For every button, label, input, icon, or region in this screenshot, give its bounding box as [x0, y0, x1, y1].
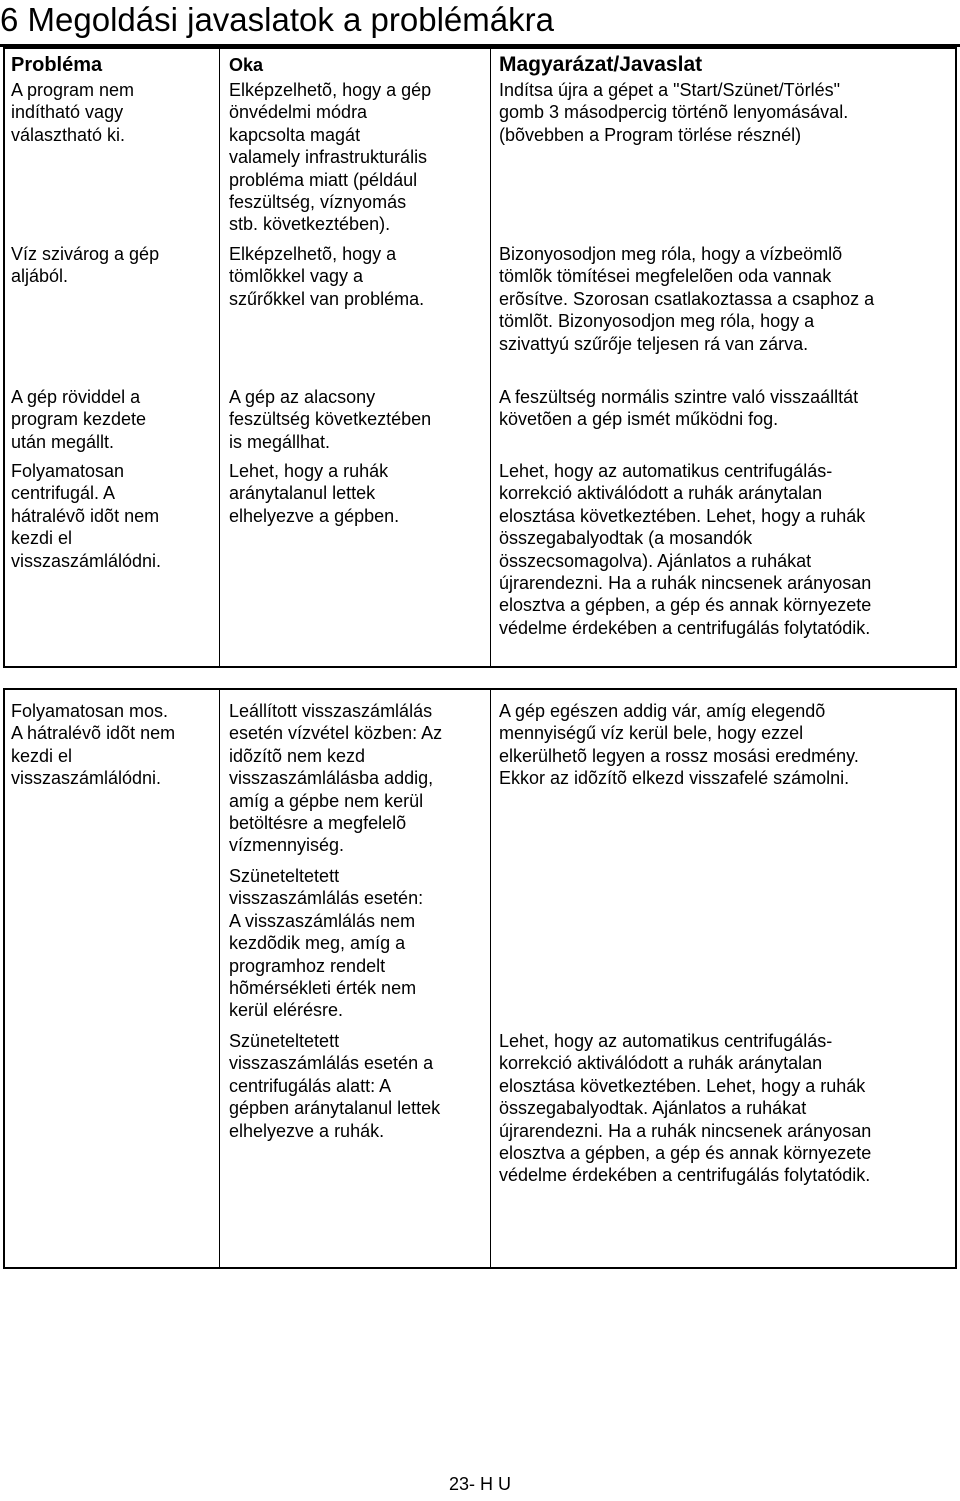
row-3-solution: A feszültség normális szintre való visszaálltát követõen a gép ismét működni fog.	[499, 387, 859, 430]
column-divider	[219, 690, 220, 1267]
header-cause: Oka	[229, 55, 264, 75]
row-2-solution: Bizonyosodjon meg róla, hogy a vízbeömlõ tömlõk tömítései megfelelõen oda vannak erõsítve. Szorosan csatlakoztassa a csaphoz a tömlõt. Bizonyosodjon meg róla, hogy a szivattyú szűrője teljesen rá van zárva.	[499, 244, 875, 354]
header-solution: Magyarázat/Javaslat	[499, 53, 703, 76]
row-6-cause: Szüneteltetett visszaszámlálás esetén: A visszaszámlálás nem kezdõdik meg, amíg a programhoz rendelt hõmérsékleti érték nem kerül elérésre.	[229, 866, 424, 1021]
row-2-problem: Víz szivárog a gép aljából.	[11, 244, 160, 287]
row-4-problem: Folyamatosan centrifugál. A hátralévõ idõt nem kezdi el visszaszámlálódni.	[11, 461, 162, 571]
troubleshooting-table-part-2	[3, 688, 957, 1269]
row-1-cause: Elképzelhetõ, hogy a gép önvédelmi módra kapcsolta magát valamely infrastrukturális probléma miatt (például feszültség, víznyomás stb. következtében).	[229, 80, 432, 235]
page-title: 6 Megoldási javaslatok a problémákra	[0, 1, 554, 38]
row-4-cause: Lehet, hogy a ruhák aránytalanul lettek elhelyezve a gépben.	[229, 461, 400, 526]
row-2-cause: Elképzelhetõ, hogy a tömlõkkel vagy a szűrőkkel van probléma.	[229, 244, 425, 309]
row-4-solution: Lehet, hogy az automatikus centrifugálás- korrekció aktiválódott a ruhák aránytalan elosztása következtében. Lehet, hogy a ruhák összegabalyodtak (a mosandók összecsomagolva). Ajánlatos a ruhákat újrarendezni. Ha a ruhák nincsenek arányosan elosztva a gépben, a gép és annak környezete védelme érdekében a centrifugálás folytatódik.	[499, 461, 872, 638]
row-5-problem: Folyamatosan mos. A hátralévõ idõt nem kezdi el visszaszámlálódni.	[11, 701, 176, 789]
row-3-problem: A gép röviddel a program kezdete után megállt.	[11, 387, 147, 452]
row-5-cause: Leállított visszaszámlálás esetén vízvétel közben: Az idõzítõ nem kezd visszaszámlálásba addig, amíg a gépbe nem kerül betöltésre a megfelelõ vízmennyiség.	[229, 701, 443, 856]
row-1-problem: A program nem indítható vagy választható ki.	[11, 80, 135, 145]
row-5-solution: A gép egészen addig vár, amíg elegendõ mennyiségű víz kerül bele, hogy ezzel elkerülhetõ legyen a rossz mosási eredmény. Ekkor az idõzítõ elkezd visszafelé számolni.	[499, 701, 859, 789]
column-divider	[219, 49, 220, 666]
page-number: 23- H U	[448, 1474, 511, 1494]
row-7-solution: Lehet, hogy az automatikus centrifugálás- korrekció aktiválódott a ruhák aránytalan elosztása következtében. Lehet, hogy a ruhák összegabalyodtak. Ajánlatos a ruhákat újrarendezni. Ha a ruhák nincsenek arányosan elosztva a gépben, a gép és annak környezete védelme érdekében a centrifugálás folytatódik.	[499, 1031, 872, 1186]
header-problem: Probléma	[11, 54, 103, 76]
column-divider	[490, 690, 491, 1267]
row-7-cause: Szüneteltetett visszaszámlálás esetén a centrifugálás alatt: A gépben aránytalanul lettek elhelyezve a ruhák.	[229, 1031, 441, 1141]
row-3-cause: A gép az alacsony feszültség következtében is megállhat.	[229, 387, 432, 452]
row-1-solution: Indítsa újra a gépet a "Start/Szünet/Törlés" gomb 3 másodpercig történõ lenyomásával. (bõvebben a Program törlése résznél)	[499, 80, 849, 145]
column-divider	[490, 49, 491, 666]
troubleshooting-table-part-1	[3, 47, 957, 668]
